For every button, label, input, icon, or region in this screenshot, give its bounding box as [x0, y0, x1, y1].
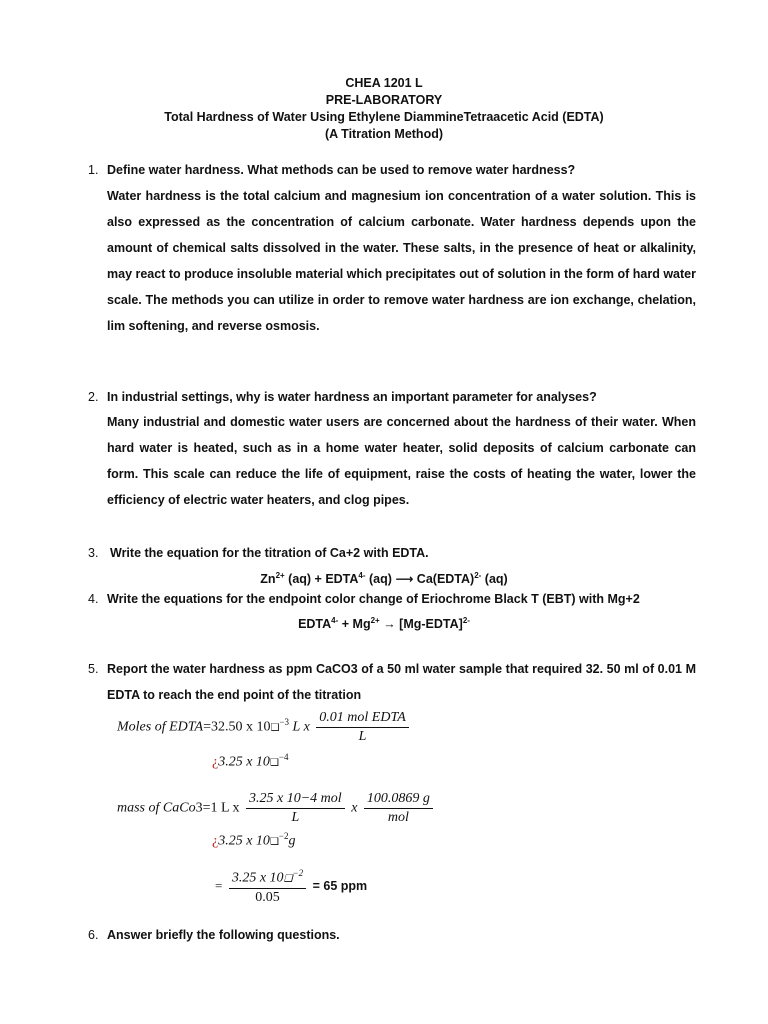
item-3-number: 3. [88, 546, 99, 560]
item-2-number: 2. [88, 390, 99, 404]
item-5-question-line1: Report the water hardness as ppm CaCO3 of a 50 ml water sample that required 32. 50 ml of 0.01 M [107, 662, 696, 676]
item-5-number: 5. [88, 662, 99, 676]
course-code: CHEA 1201 L [345, 76, 423, 90]
moles-result: ¿3.25 x 10❑$^{-4}$ [212, 752, 289, 770]
item-2-question: In industrial settings, why is water hardness an important parameter for analyses? [107, 390, 597, 404]
mass-fraction-1: $\frac{\text{3.25 x 10−4 mol}}{L}$ [246, 791, 345, 826]
method-subtitle: (A Titration Method) [324, 127, 444, 141]
moles-fraction: $\frac{\text{0.01 mol EDTA}}{L}$ [316, 710, 408, 745]
item-4-question: Write the equations for the endpoint color change of Eriochrome Black T (EBT) with Mg+2 [107, 592, 640, 606]
mass-caco3-equation: mass of CaCo3=1 L x $\frac{\text{3.25 x 10−4 mol}}{L}$ x $\frac{100.0869 g}{\text{mol}}$ [117, 791, 436, 826]
moles-edta-equation: Moles of EDTA=32.50 x 10❑$^{-3}$ L x $\frac{\text{0.01 mol EDTA}}{L}$ [117, 710, 412, 745]
titration-equation: $Zn^{2+}$ $(aq) + EDTA^{4-}$ (aq) ⟶ Ca(EDTA)$^{2-}$ (aq) [260, 571, 508, 587]
pre-lab-label: PRE-LABORATORY [325, 93, 443, 107]
ppm-fraction: $\frac{3.25 x 10❑^{-2}}{0.05}$ [229, 868, 306, 906]
item-1-number: 1. [88, 163, 99, 177]
mass-result: ¿3.25 x 10❑$^{-2}$g [212, 831, 296, 849]
endpoint-equation: $EDTA^{4-} + Mg^{2+}$ → [Mg-EDTA]$^{2-}$ [298, 616, 470, 632]
item-4-number: 4. [88, 592, 99, 606]
item-1-question: Define water hardness. What methods can be used to remove water hardness? [107, 163, 576, 177]
item-1-answer: Water hardness is the total calcium and magnesium ion concentration of a water solution. This is also expressed as the concentration of calcium carbonate. Water hardness depends upon the amount of chemical salts dissolved in the water. These salts, in the presence of heat or alkalinity, may react to produce insoluble material which precipitates out of solution in the form of hard water scale. The methods you can utilize in order to remove water hardness are ion exchange, chelation, lim softening, and reverse osmosis. [107, 189, 696, 333]
ppm-equation: = $\frac{3.25 x 10❑^{-2}}{0.05}$ = 65 ppm [215, 868, 368, 905]
item-2-answer: Many industrial and domestic water users are concerned about the hardness of their water. When hard water is heated, such as in a home water heater, solid deposits of calcium carbonate can form. This scale can reduce the life of equipment, raise the costs of heating the water, lower the efficiency of electric water heaters, and clog pipes. [107, 415, 696, 507]
item-6-number: 6. [88, 928, 99, 942]
item-5-question-line2: EDTA to reach the end point of the titration [107, 688, 362, 702]
item-3-question: Write the equation for the titration of Ca+2 with EDTA. [110, 546, 429, 560]
item-6-question: Answer briefly the following questions. [107, 928, 340, 942]
document-title: Total Hardness of Water Using Ethylene DiammineTetraacetic Acid (EDTA) [164, 110, 604, 124]
mass-fraction-2: $\frac{100.0869 g}{\text{mol}}$ [364, 791, 433, 826]
